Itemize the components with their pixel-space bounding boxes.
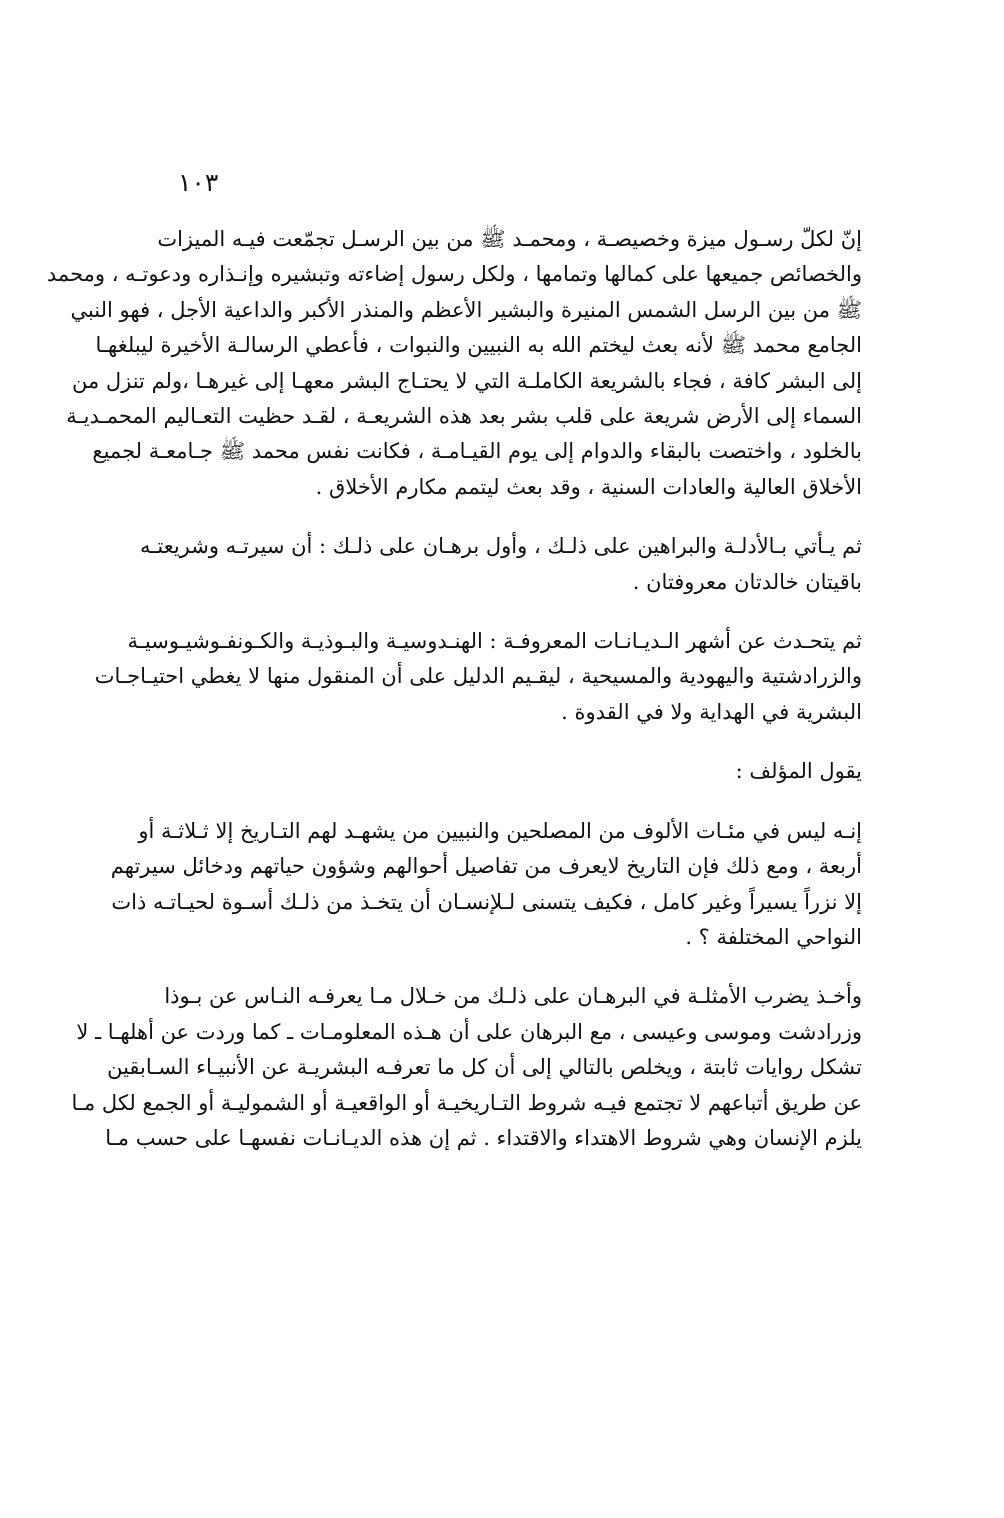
text-line: النواحي المختلفة ؟ . (685, 924, 862, 949)
paragraph-5 (110, 814, 862, 956)
page-number: ١٠٣ (178, 168, 219, 197)
text-line: يقول المؤلف : (735, 759, 862, 784)
text-line: أربعة ، ومع ذلك فإن التاريخ لايعرف من تفاصيل أحوالهم وشؤون حياتهم ودخائل سيرتهم (110, 854, 862, 879)
text-line: وأخـذ يضرب الأمثلـة في البرهـان على ذلـك من خـلال مـا يعرفـه النـاس عن بـوذا (164, 984, 862, 1009)
text-line: والخصائص جميعها على كمالها وتمامها ، ولكل رسول إضاءته وتبشيره وإنـذاره ودعوتـه ، ومحمد (46, 262, 862, 287)
text-line: إنّ لكلّ رسـول ميزة وخصيصـة ، ومحمـد ﷺ من بين الرسـل تجمّعت فيـه الميزات (157, 227, 862, 251)
text-line: والزرادشتية واليهودية والمسيحية ، ليقـيم الدليل على أن المنقول منها لا يغطي احتيـاجـات (94, 664, 862, 689)
paragraph-1 (46, 222, 862, 505)
paragraph-3 (94, 624, 862, 730)
text-line: إلا نزراً يسيراً وغير كامل ، فكيف يتسنى لـلإنسـان أن يتخـذ من ذلـك أسـوة لحيـاتـه ذات (111, 889, 862, 914)
text-line: وزرادشت وموسى وعيسى ، مع البرهان على أن هـذه المعلومـات ـ كما وردت عن أهلهـا ـ لا (76, 1019, 862, 1044)
paragraph-6 (71, 979, 862, 1156)
text-line: السماء إلى الأرض شريعة على قلب بشر بعد هذه الشريعـة ، لقـد حظيت التعـاليم المحمـديـة (66, 404, 862, 429)
text-line: ثم يـأتي بـالأدلـة والبراهين على ذلـك ، وأول برهـان على ذلـك : أن سيرتـه وشريعتـه (139, 534, 862, 559)
text-line: عن طريق أتباعهم لا تجتمع فيـه شروط التـاريخيـة أو الواقعيـة أو الشموليـة أو الجمع لكل مـا (71, 1090, 862, 1115)
body-text (46, 222, 862, 1156)
text-line: الأخلاق العالية والعادات السنية ، وقد بعث ليتمم مكارم الأخلاق . (315, 474, 862, 499)
text-line: البشرية في الهداية ولا في القدوة . (561, 699, 862, 724)
text-line: إنـه ليس في مئـات الألوف من المصلحين والنبيين من يشهـد لهم التـاريخ إلا ثـلاثـة أو (138, 818, 862, 843)
paragraph-2 (139, 529, 862, 600)
text-line: ﷺ من بين الرسل الشمس المنيرة والبشير الأعظم والمنذر الأكبر والداعية الأجل ، فهو النبي (70, 297, 862, 322)
text-line: باقيتان خالدتان معروفتان . (632, 569, 862, 594)
text-line: يلزم الإنسان وهي شروط الاهتداء والاقتداء . ثم إن هذه الديـانـات نفسهـا على حسب مـا (105, 1125, 862, 1150)
text-line: الجامع محمد ﷺ لأنه بعث ليختم الله به النبيين والنبوات ، فأعطي الرسالـة الأخيرة ليبلغهـا (95, 333, 862, 358)
text-line: ثم يتحـدث عن أشهر الـديـانـات المعروفـة : الهنـدوسيـة والبـوذيـة والكـونفـوشيـوسيـة (127, 629, 862, 654)
paragraph-4 (178, 754, 862, 789)
text-line: تشكل روايات ثابتة ، ويخلص بالتالي إلى أن كل ما تعرفـه البشريـة عن الأنبيـاء السـابقين (107, 1055, 862, 1080)
text-line: إلى البشر كافة ، فجاء بالشريعة الكاملـة التي لا يحتـاج البشر معهـا إلى غيرهـا ،ولم تنزل من (71, 368, 862, 393)
text-line: بالخلود ، واختصت بالبقاء والدوام إلى يوم القيـامـة ، فكانت نفس محمد ﷺ جـامعـة لجميع (92, 439, 862, 464)
